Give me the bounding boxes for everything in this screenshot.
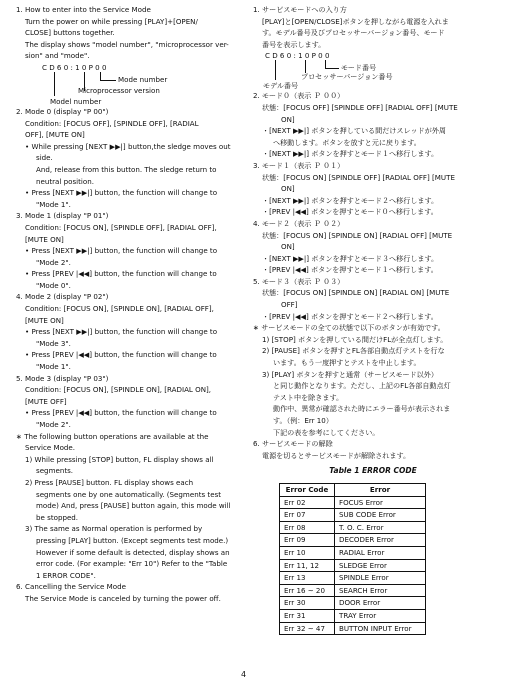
operation-line: 2) [PAUSE] ボタンを押すとFL各部自動点灯テストを行な — [262, 346, 445, 356]
condition-line: 状態：[FOCUS ON] [SPINDLE ON] [RADIAL ON] [MUTE — [262, 288, 450, 298]
condition-line: Condition: [FOCUS ON], [SPINDLE OFF], [RADIAL OFF], — [25, 222, 217, 232]
operation-line: However if some default is detected, display shows an — [36, 547, 230, 557]
diagram-label-mode: モード番号 — [341, 63, 377, 73]
leader-line — [275, 60, 276, 80]
error-name-cell: SPINDLE Error — [335, 572, 426, 585]
error-code-cell: Err 31 — [280, 609, 335, 622]
diagram-label-micro: プロセッサーバージョン番号 — [301, 72, 393, 82]
error-name-cell: FOCUS Error — [335, 496, 426, 509]
error-code-cell: Err 10 — [280, 546, 335, 559]
operation-line: す。（例：Err 10） — [273, 416, 333, 425]
section-heading: 6. Cancelling the Service Mode — [16, 582, 126, 592]
condition-line: ON] — [281, 114, 295, 124]
section-heading: 2. Mode 0 (display "P 00") — [16, 106, 109, 116]
table-row — [280, 559, 426, 572]
page-number: 4 — [241, 670, 247, 679]
error-code-cell: Err 13 — [280, 572, 335, 585]
bullet-line: • Press [NEXT ▶▶|] button, the function will change to — [25, 188, 218, 198]
bullet-line: "Mode 3". — [36, 338, 71, 348]
bullet-line: And, release from this button. The sledge return to — [36, 164, 217, 174]
error-code-cell: Err 02 — [280, 496, 335, 509]
table-row — [280, 597, 426, 610]
diagram-label-micro: Microprocessor version — [78, 85, 160, 95]
bullet-line: neutral position. — [36, 176, 94, 186]
column-header: Error — [335, 483, 426, 496]
operation-line: 3) The same as Normal operation is performed by — [25, 524, 203, 534]
bullet-line: ・[PREV |◀◀] ボタンを押すとモード２へ移行します。 — [262, 311, 438, 321]
error-name-cell: SUB CODE Error — [335, 509, 426, 522]
bullet-line: • Press [NEXT ▶▶|] button, the function will change to — [25, 246, 218, 256]
table-header-row — [280, 483, 426, 496]
error-name-cell: DOOR Error — [335, 597, 426, 610]
bullet-line: ・[NEXT ▶▶|] ボタンを押すとモード２へ移行します。 — [262, 195, 439, 205]
bullet-line: • Press [PREV |◀◀] button, the function will change to — [25, 408, 217, 418]
error-code-cell: Err 16 ~ 20 — [280, 584, 335, 597]
table-row — [280, 534, 426, 547]
section-heading: 5. モード３（表示 Ｐ ０３） — [253, 276, 345, 286]
bullet-line: ・[NEXT ▶▶|] ボタンを押すとモード１へ移行します。 — [262, 149, 439, 159]
section-heading: 3. モード１（表示 Ｐ ０１） — [253, 160, 345, 170]
paragraph-line: The Service Mode is canceled by turning the power off. — [25, 593, 221, 603]
error-name-cell: TRAY Error — [335, 609, 426, 622]
section-heading: 4. モード２（表示 Ｐ ０２） — [253, 218, 345, 228]
bullet-line: "Mode 1". — [36, 362, 71, 372]
leader-line — [325, 60, 326, 68]
diagram-label-mode: Mode number — [118, 74, 168, 84]
error-code-cell: Err 08 — [280, 521, 335, 534]
bullet-line: ・[PREV |◀◀] ボタンを押すとモード０へ移行します。 — [262, 207, 438, 217]
table-row — [280, 496, 426, 509]
bullet-line: "Mode 0". — [36, 280, 71, 290]
bullet-line: • While pressing [NEXT ▶▶|] button,the sledge moves out — [25, 141, 231, 151]
display-code: C D 6 0 : 1 0 P 0 0 — [42, 62, 107, 72]
leader-line — [100, 72, 101, 80]
display-code: C D 6 0 : 1 0 P 0 0 — [265, 51, 330, 61]
bullet-line: side. — [36, 153, 53, 163]
bullet-line: ・[NEXT ▶▶|] ボタンを押している間だけスレッドが外周 — [262, 126, 447, 136]
error-code-cell: Err 07 — [280, 509, 335, 522]
bullet-line: "Mode 2". — [36, 257, 71, 267]
condition-line: 状態：[FOCUS ON] [SPINDLE OFF] [RADIAL OFF] [MUTE — [262, 172, 455, 182]
condition-line: ON] — [281, 184, 295, 194]
paragraph-line: 番号を表示します。 — [262, 39, 326, 49]
operation-line: 動作中、異常が確認された時にエラー番号が表示されま — [273, 404, 451, 414]
paragraph-line: CLOSE] buttons together. — [25, 28, 115, 38]
table-row — [280, 584, 426, 597]
display-code-diagram — [253, 50, 493, 90]
paragraph-line: The display shows "model number", "microprocessor ver- — [25, 39, 229, 49]
bullet-line: ・[PREV |◀◀] ボタンを押すとモード１へ移行します。 — [262, 265, 438, 275]
condition-line: Condition: [FOCUS OFF], [SPINDLE OFF], [RADIAL — [25, 118, 199, 128]
table-row — [280, 546, 426, 559]
table-row — [280, 521, 426, 534]
bullet-line: "Mode 2". — [36, 420, 71, 429]
operation-line: 下記の表を参考にしてください。 — [273, 427, 380, 437]
paragraph-line: す。モデル番号及びプロセッサーバージョン番号、モード — [262, 28, 445, 38]
paragraph-line: 電源を切るとサービスモードが解除されます。 — [262, 450, 411, 460]
error-code-cell: Err 30 — [280, 597, 335, 610]
operation-line: 1) [STOP] ボタンを押している間だけFLが全点灯します。 — [262, 334, 448, 344]
section-heading: 1. How to enter into the Service Mode — [16, 5, 151, 14]
operation-line: be stopped. — [36, 512, 79, 522]
operation-line: 2) Press [PAUSE] button. FL display shows each — [25, 477, 194, 487]
column-header: Error Code — [280, 483, 335, 496]
section-heading: 3. Mode 1 (display "P 01") — [16, 211, 109, 221]
bullet-line: • Press [NEXT ▶▶|] button, the function will change to — [25, 327, 218, 337]
error-code-cell: Err 09 — [280, 534, 335, 547]
operation-line: error code. (For example: "Err 10") Refer to the "Table — [36, 559, 228, 569]
japanese-column — [253, 4, 493, 635]
condition-line: OFF], [MUTE ON] — [25, 130, 85, 140]
note-heading: ∗ The following button operations are available at the — [16, 431, 209, 441]
paragraph-line: sion" and "mode". — [25, 51, 90, 61]
error-code-cell: Err 32 ~ 47 — [280, 622, 335, 635]
bullet-line: • Press [PREV |◀◀] button, the function will change to — [25, 269, 217, 279]
bullet-line: "Mode 1". — [36, 199, 71, 209]
condition-line: Condition: [FOCUS ON], [SPINDLE ON], [RADIAL OFF], — [25, 304, 214, 314]
bullet-line: • Press [PREV |◀◀] button, the function will change to — [25, 350, 217, 360]
condition-line: ON] — [281, 242, 295, 252]
leader-line — [54, 72, 55, 96]
note-heading: ∗ サービスモードの全ての状態で以下のボタンが有効です。 — [253, 323, 445, 333]
english-column — [16, 4, 242, 605]
diagram-label-model: モデル番号 — [263, 81, 299, 91]
section-heading: 6. サービスモードの解除 — [253, 439, 333, 449]
condition-line: [MUTE ON] — [25, 315, 64, 325]
bullet-line: ・[NEXT ▶▶|] ボタンを押すとモード３へ移行します。 — [262, 253, 439, 263]
operation-line: 3) [PLAY] ボタンを押すと通常（サービスモード以外） — [262, 369, 438, 379]
leader-line — [325, 68, 339, 69]
section-heading: 1. サービスモードへの入り方 — [253, 5, 347, 14]
paragraph-line: Turn the power on while pressing [PLAY]+[OPEN/ — [25, 16, 198, 26]
table-row — [280, 609, 426, 622]
table-row — [280, 622, 426, 635]
operation-line: と同じ動作となります。ただし、上記のFL各部自動点灯 — [273, 381, 451, 391]
operation-line: います。もう一度押すとテストを中止します。 — [273, 358, 421, 368]
operation-line: segments. — [36, 466, 74, 476]
section-heading: 2. モード０（表示 Ｐ ００） — [253, 91, 345, 101]
error-name-cell: RADIAL Error — [335, 546, 426, 559]
display-code-diagram — [16, 62, 242, 106]
note-line: Service Mode. — [25, 443, 76, 453]
table-title: Table 1 ERROR CODE — [329, 466, 417, 476]
section-heading: 5. Mode 3 (display "P 03") — [16, 373, 109, 383]
error-code-cell: Err 11, 12 — [280, 559, 335, 572]
operation-line: mode) And, press [PAUSE] button again, this mode will — [36, 501, 231, 511]
error-name-cell: T. O. C. Error — [335, 521, 426, 534]
error-name-cell: BUTTON INPUT Error — [335, 622, 426, 635]
operation-line: 1 ERROR CODE". — [36, 570, 96, 580]
error-name-cell: DECODER Error — [335, 534, 426, 547]
condition-line: [MUTE ON] — [25, 234, 64, 244]
error-code-table — [279, 483, 426, 635]
bullet-line: へ移動します。ボタンを放すと元に戻ります。 — [273, 137, 421, 147]
operation-line: 1) While pressing [STOP] button, FL display shows all — [25, 454, 214, 464]
operation-line: pressing [PLAY] button. (Except segments test mode.) — [36, 535, 229, 545]
table-row — [280, 572, 426, 585]
section-heading: 4. Mode 2 (display "P 02") — [16, 292, 109, 302]
error-name-cell: SEARCH Error — [335, 584, 426, 597]
condition-line: 状態：[FOCUS ON] [SPINDLE ON] [RADIAL OFF] [MUTE — [262, 230, 453, 240]
leader-line — [100, 80, 116, 81]
paragraph-line: [PLAY]と[OPEN/CLOSE]ボタンを押しながら電源を入れま — [262, 16, 449, 26]
condition-line: OFF] — [281, 300, 298, 310]
operation-line: テスト中を除きます。 — [273, 392, 344, 402]
operation-line: segments one by one automatically. (Segments test — [36, 489, 222, 499]
condition-line: Condition: [FOCUS ON], [SPINDLE ON], [RADIAL ON], — [25, 385, 212, 395]
diagram-label-model: Model number — [50, 96, 102, 106]
condition-line: 状態：[FOCUS OFF] [SPINDLE OFF] [RADIAL OFF] [MUTE — [262, 102, 458, 112]
error-name-cell: SLEDGE Error — [335, 559, 426, 572]
table-row — [280, 509, 426, 522]
condition-line: [MUTE OFF] — [25, 396, 67, 406]
